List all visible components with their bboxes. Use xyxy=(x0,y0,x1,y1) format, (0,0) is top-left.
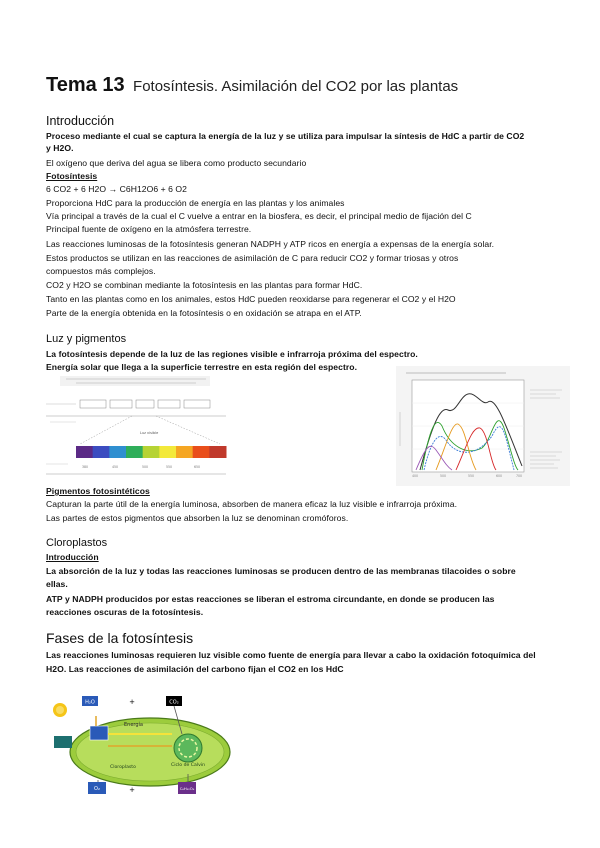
pigmentos-label: Pigmentos fotosintéticos xyxy=(46,486,150,496)
spectrum-color-band xyxy=(93,446,110,458)
svg-text:600: 600 xyxy=(496,474,503,478)
fotosintesis-label: Fotosíntesis xyxy=(46,171,98,181)
calvin-label: Ciclo de Calvin xyxy=(171,763,205,768)
spectrum-color-band xyxy=(193,446,210,458)
svg-text:700: 700 xyxy=(516,474,523,478)
h2o-label: H₂O xyxy=(85,699,95,706)
title-text: Fotosíntesis. Asimilación del CO2 por las plantas xyxy=(133,78,459,95)
photosynthesis-phases-figure xyxy=(46,690,238,802)
calvin-cycle-circle xyxy=(174,734,202,762)
plus-sign-top: + xyxy=(129,698,135,706)
spectrum-color-band xyxy=(209,446,226,458)
spectrum-figure xyxy=(46,372,228,482)
fases-line: H2O. Las reacciones de asimilación del carbono fijan el CO2 en los HdC xyxy=(46,664,344,674)
fases-line: Las reacciones luminosas requieren luz visible como fuente de energía para llevar a cabo la oxidación fotoquímica del xyxy=(46,650,536,660)
spectrum-color-band xyxy=(126,446,143,458)
cloroplastos-line: ellas. xyxy=(46,579,68,589)
absorption-spectrum-figure xyxy=(396,366,570,486)
svg-text:Luz visible: Luz visible xyxy=(140,431,159,435)
page-title xyxy=(46,74,458,97)
intro-line: Tanto en las plantas como en los animales, estos HdC pueden reoxidarse para regenerar el CO2 y el H2O xyxy=(46,294,456,304)
cloroplastos-line: reacciones oscuras de la fotosíntesis. xyxy=(46,607,204,617)
photosynthesis-phases-graphic xyxy=(46,690,238,802)
intro-line: Parte de la energía obtenida en la fotosíntesis o en oxidación se atrapa en el ATP. xyxy=(46,308,362,318)
thylakoid-box xyxy=(54,736,72,748)
intro-line: Estos productos se utilizan en las reacciones de asimilación de C para reducir CO2 y formar triosas y otros xyxy=(46,253,459,263)
cloroplastos-intro-label: Introducción xyxy=(46,552,99,562)
energia-label: Energía xyxy=(124,722,143,728)
title-number: Tema 13 xyxy=(46,74,125,96)
svg-text:380: 380 xyxy=(82,465,89,469)
sun-icon xyxy=(53,703,67,717)
spectrum-color-band xyxy=(159,446,176,458)
spectrum-color-band xyxy=(109,446,126,458)
spectrum-color-band xyxy=(76,446,93,458)
spectrum-color-band xyxy=(143,446,160,458)
pigmentos-line: Las partes de estos pigmentos que absorben la luz se denominan cromóforos. xyxy=(46,513,349,523)
glucose-label: C₆H₁₂O₆ xyxy=(179,786,195,791)
co2-label: CO₂ xyxy=(169,699,179,706)
heading-cloroplastos: Cloroplastos xyxy=(46,537,108,549)
intro-line: Vía principal a través de la cual el C vuelve a entrar en la biosfera, es decir, el principal medio de fijación del C xyxy=(46,211,472,221)
light-reactions-box xyxy=(90,726,108,740)
plus-sign-bottom: + xyxy=(129,786,135,794)
spectrum-figure-graphic xyxy=(46,372,228,482)
svg-text:450: 450 xyxy=(112,465,119,469)
svg-text:550: 550 xyxy=(468,474,475,478)
o2-label: O₂ xyxy=(94,786,100,792)
heading-luz-pigmentos: Luz y pigmentos xyxy=(46,333,127,345)
luz-line: La fotosíntesis depende de la luz de las regiones visible e infrarroja próxima del espectro. xyxy=(46,349,418,359)
intro-line: CO2 y H2O se combinan mediante la fotosíntesis en las plantas para formar HdC. xyxy=(46,280,363,290)
cloroplastos-line: ATP y NADPH producidos por estas reacciones se liberan el estroma circundante, en donde se producen las xyxy=(46,594,495,604)
intro-line: Proporciona HdC para la producción de energía en las plantas y los animales xyxy=(46,198,345,208)
svg-text:650: 650 xyxy=(194,465,201,469)
color-spectrum-bar xyxy=(76,446,227,458)
intro-line: Principal fuente de oxígeno en la atmósfera terrestre. xyxy=(46,224,252,234)
svg-text:550: 550 xyxy=(166,465,173,469)
cloroplasto-label: Cloroplasto xyxy=(110,765,136,770)
heading-introduccion: Introducción xyxy=(46,114,115,128)
intro-line: compuestos más complejos. xyxy=(46,266,156,276)
pigmentos-line: Capturan la parte útil de la energía luminosa, absorben de manera eficaz la luz visible e infrarroja próxima. xyxy=(46,499,458,509)
intro-line: El oxígeno que deriva del agua se libera como producto secundario xyxy=(46,158,307,168)
intro-line: Las reacciones luminosas de la fotosíntesis generan NADPH y ATP ricos en energía a expensas de la energía solar. xyxy=(46,239,495,249)
intro-line: Proceso mediante el cual se captura la energía de la luz y se utiliza para impulsar la síntesis de HdC a partir de CO2 xyxy=(46,131,525,141)
svg-text:500: 500 xyxy=(142,465,149,469)
luz-line: Energía solar que llega a la superficie terrestre en esta región del espectro. xyxy=(46,362,358,372)
equation: 6 CO2 + 6 H2O → C6H12O6 + 6 O2 xyxy=(46,184,187,194)
intro-line: y H2O. xyxy=(46,143,74,153)
cloroplastos-line: La absorción de la luz y todas las reacciones luminosas se producen dentro de las membranas tilacoides o sobre xyxy=(46,566,516,576)
absorption-spectrum-graphic xyxy=(396,366,570,486)
svg-text:500: 500 xyxy=(440,474,447,478)
heading-fases: Fases de la fotosíntesis xyxy=(46,630,194,646)
spectrum-color-band xyxy=(176,446,193,458)
svg-text:400: 400 xyxy=(412,474,419,478)
